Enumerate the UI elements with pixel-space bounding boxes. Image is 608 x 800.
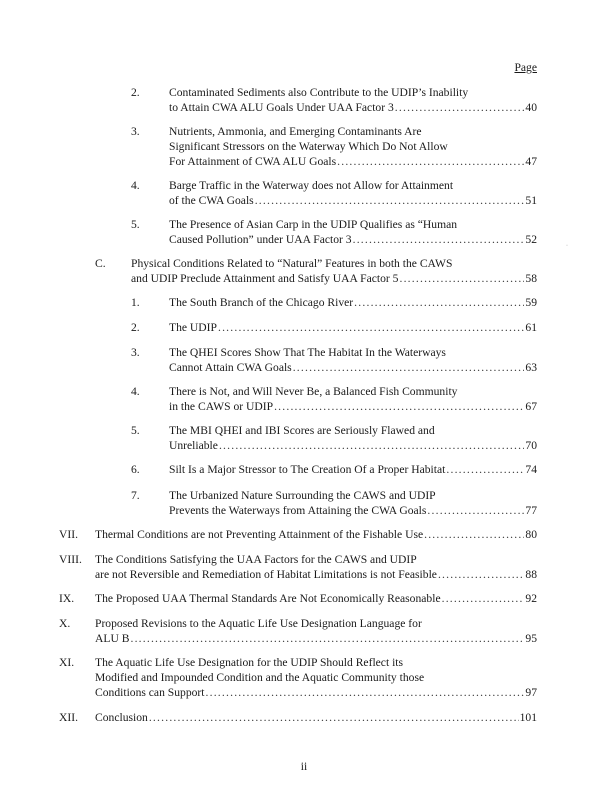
- toc-entry-title-line: The Urbanized Nature Surrounding the CAWS and UDIP: [169, 489, 436, 502]
- toc-entry-title: [131, 256, 537, 286]
- toc-entry-page: 63: [525, 361, 537, 374]
- toc-entry-title: [169, 124, 537, 169]
- toc-entry-page: 80: [525, 528, 537, 541]
- page-label: Page: [514, 61, 537, 74]
- toc-entry-title-line: Conclusion: [95, 711, 148, 724]
- toc-entry-page: 61: [525, 321, 537, 334]
- toc-entry-title-line: in the CAWS or UDIP: [169, 400, 274, 413]
- toc-entry-title: [95, 655, 537, 700]
- toc-entry-page: 101: [519, 711, 537, 724]
- toc-entry-page: 74: [525, 463, 537, 476]
- toc-entry-title-line: The Conditions Satisfying the UAA Factors for the CAWS and UDIP: [95, 553, 417, 566]
- toc-entry-number: XI.: [59, 656, 75, 669]
- dot-leader: [219, 438, 524, 453]
- toc-entry-page: 92: [525, 592, 537, 605]
- toc-entry-number: 2.: [131, 86, 140, 99]
- toc-entry-title: [95, 616, 537, 646]
- dot-leader: [218, 320, 524, 335]
- toc-entry-title-line: of the CWA Goals: [169, 194, 254, 207]
- dot-leader: [399, 271, 524, 286]
- toc-entry-title-line: Silt Is a Major Stressor to The Creation Of a Proper Habitat: [169, 463, 446, 476]
- dot-leader: [337, 154, 524, 169]
- toc-entry-title: [169, 462, 537, 477]
- toc-entry-title: [169, 85, 537, 115]
- toc-entry-number: 4.: [131, 179, 140, 192]
- toc-entry-title-line: Barge Traffic in the Waterway does not Allow for Attainment: [169, 179, 454, 192]
- toc-entry-title: [95, 710, 537, 725]
- toc-entry-title-line: For Attainment of CWA ALU Goals: [169, 155, 337, 168]
- toc-entry-title-line: Proposed Revisions to the Aquatic Life Use Designation Language for: [95, 617, 422, 630]
- dot-leader: [130, 631, 524, 646]
- toc-entry-number: VII.: [59, 528, 78, 541]
- dot-leader: [354, 295, 524, 310]
- toc-entry-title: [169, 345, 537, 375]
- toc-entry-title-line: Nutrients, Ammonia, and Emerging Contaminants Are: [169, 125, 422, 138]
- toc-entry-number: 4.: [131, 385, 140, 398]
- toc-entry-title-line: are not Reversible and Remediation of Habitat Limitations is not Feasible: [95, 568, 437, 581]
- toc-entry-page: 95: [525, 632, 537, 645]
- toc-entry-number: X.: [59, 617, 71, 630]
- dot-leader: [427, 503, 524, 518]
- toc-entry-title: [169, 423, 537, 453]
- toc-entry-page: 77: [525, 504, 537, 517]
- dot-leader: [293, 360, 525, 375]
- toc-entry-number: 5.: [131, 218, 140, 231]
- page-number: ii: [300, 760, 308, 773]
- toc-entry-number: 1.: [131, 296, 140, 309]
- toc-entry-title-line: Conditions can Support: [95, 686, 205, 699]
- toc-entry-page: 52: [525, 233, 537, 246]
- toc-entry-number: 3.: [131, 346, 140, 359]
- dot-leader: [424, 527, 524, 542]
- dot-leader: [255, 193, 525, 208]
- dot-leader: [438, 567, 524, 582]
- toc-entry-title: [95, 527, 537, 542]
- toc-entry-title-line: Unreliable: [169, 439, 218, 452]
- dot-leader: [395, 100, 525, 115]
- toc-entry-title-line: Significant Stressors on the Waterway Which Do Not Allow: [169, 140, 448, 153]
- toc-entry-title-line: Thermal Conditions are not Preventing Attainment of the Fishable Use: [95, 528, 424, 541]
- dot-leader: [353, 232, 525, 247]
- toc-entry-number: VIII.: [59, 553, 82, 566]
- dot-leader: [274, 399, 524, 414]
- toc-entry-title-line: Contaminated Sediments also Contribute to the UDIP’s Inability: [169, 86, 469, 99]
- dot-leader: [206, 685, 525, 700]
- toc-entry-title: [169, 295, 537, 310]
- toc-entry-page: 58: [525, 272, 537, 285]
- toc-entry-title-line: ALU B: [95, 632, 130, 645]
- toc-entry-number: 5.: [131, 424, 140, 437]
- toc-entry-title: [169, 320, 537, 335]
- toc-entry-page: 59: [525, 296, 537, 309]
- toc-entry-title-line: Cannot Attain CWA Goals: [169, 361, 292, 374]
- toc-entry-page: 70: [525, 439, 537, 452]
- toc-entry-title-line: to Attain CWA ALU Goals Under UAA Factor 3: [169, 101, 394, 114]
- toc-entry-number: 7.: [131, 489, 140, 502]
- toc-entry-title: [169, 488, 537, 518]
- toc-entry-page: 88: [525, 568, 537, 581]
- toc-entry-number: 6.: [131, 463, 140, 476]
- dot-leader: [446, 462, 524, 477]
- toc-entry-title-line: The MBI QHEI and IBI Scores are Seriously Flawed and: [169, 424, 435, 437]
- toc-entry-title: [169, 384, 537, 414]
- toc-entry-title: [169, 217, 537, 247]
- toc-entry-page: 97: [525, 686, 537, 699]
- toc-entry-title-line: Modified and Impounded Condition and the Aquatic Community those: [95, 671, 425, 684]
- toc-entry-title: [95, 552, 537, 582]
- toc-entry-title-line: The Aquatic Life Use Designation for the UDIP Should Reflect its: [95, 656, 404, 669]
- toc-entry-title-line: and UDIP Preclude Attainment and Satisfy UAA Factor 5: [131, 272, 399, 285]
- toc-entry-number: 2.: [131, 321, 140, 334]
- dot-leader: [442, 591, 525, 606]
- toc-entry-title-line: The UDIP: [169, 321, 217, 334]
- toc-entry-title-line: There is Not, and Will Never Be, a Balanced Fish Community: [169, 385, 458, 398]
- toc-entry-page: 40: [525, 101, 537, 114]
- toc-entry-page: 51: [525, 194, 537, 207]
- toc-entry-title-line: Prevents the Waterways from Attaining the CWA Goals: [169, 504, 427, 517]
- toc-entry-number: IX.: [59, 592, 75, 605]
- toc-entry-title: [95, 591, 537, 606]
- toc-entry-title-line: Caused Pollution” under UAA Factor 3: [169, 233, 352, 246]
- toc-entry-title: [169, 178, 537, 208]
- scan-mark: ·: [566, 243, 568, 249]
- dot-leader: [149, 710, 519, 725]
- toc-entry-title-line: The Presence of Asian Carp in the UDIP Qualifies as “Human: [169, 218, 458, 231]
- toc-entry-page: 67: [525, 400, 537, 413]
- toc-entry-page: 47: [525, 155, 537, 168]
- toc-entry-title-line: Physical Conditions Related to “Natural” Features in both the CAWS: [131, 257, 453, 270]
- toc-entry-title-line: The QHEI Scores Show That The Habitat In the Waterways: [169, 346, 446, 359]
- toc-entry-number: 3.: [131, 125, 140, 138]
- toc-entry-title-line: The Proposed UAA Thermal Standards Are Not Economically Reasonable: [95, 592, 441, 605]
- toc-entry-number: XII.: [59, 711, 78, 724]
- toc-entry-title-line: The South Branch of the Chicago River: [169, 296, 354, 309]
- toc-entry-number: C.: [95, 257, 106, 270]
